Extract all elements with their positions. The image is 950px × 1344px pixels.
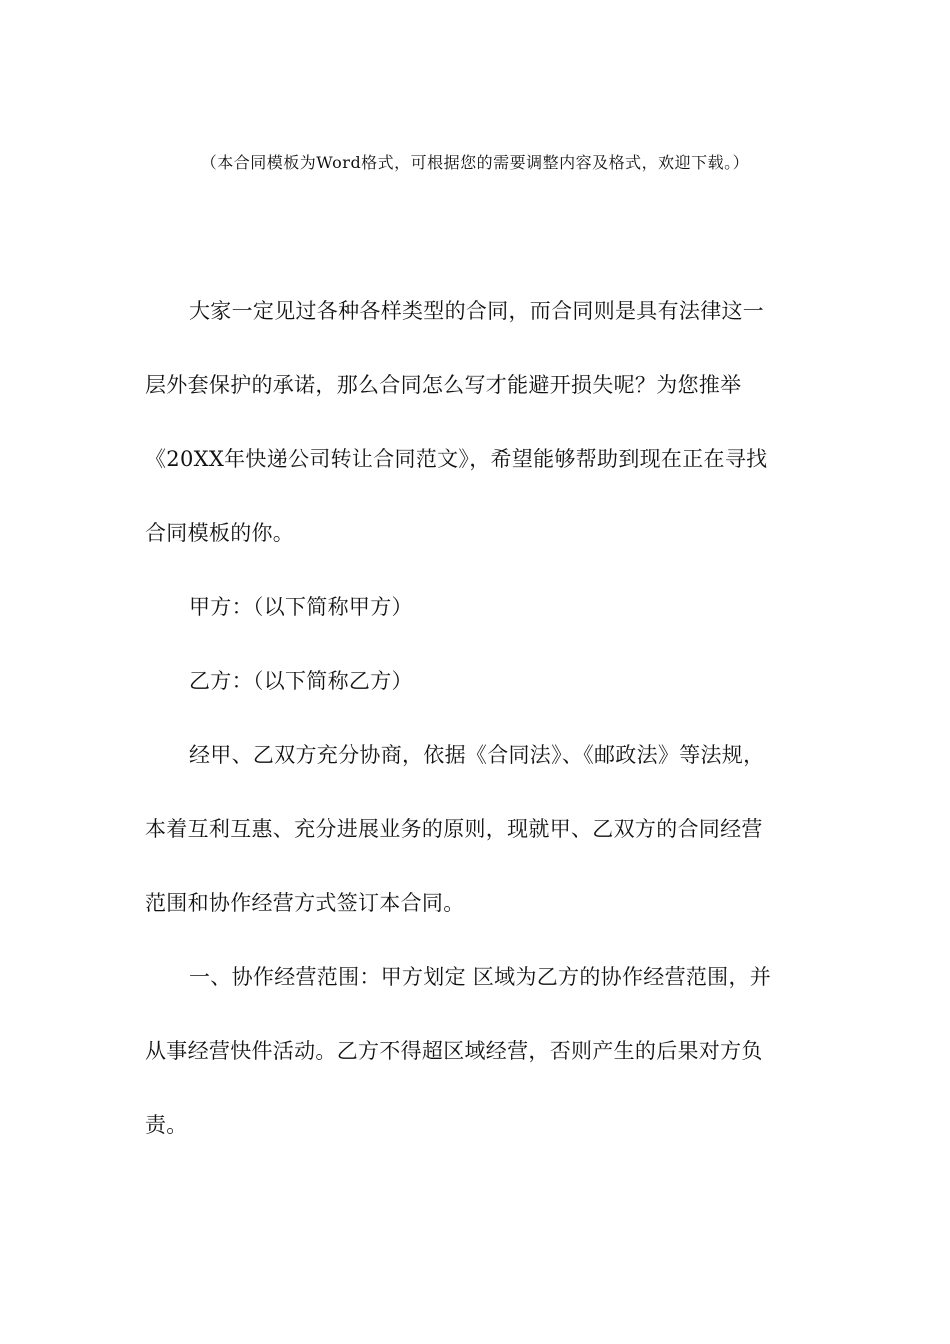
paragraph-agreement-line-2: 本着互利互惠、充分进展业务的原则，现就甲、乙双方的合同经营: [145, 817, 763, 841]
paragraph-agreement-line-3: 范围和协作经营方式签订本合同。: [145, 891, 465, 915]
party-b-line: 乙方：（以下简称乙方）: [189, 669, 413, 693]
paragraph-intro-line-3: 《20XX年快递公司转让合同范文》，希望能够帮助到现在正在寻找: [145, 447, 768, 471]
clause-one-line-1: 一、协作经营范围：甲方划定 区域为乙方的协作经营范围，并: [189, 965, 772, 989]
paragraph-intro-line-1: 大家一定见过各种各样类型的合同，而合同则是具有法律这一: [189, 299, 765, 323]
clause-one-line-2: 从事经营快件活动。乙方不得超区域经营，否则产生的后果对方负: [145, 1039, 763, 1063]
party-a-line: 甲方：（以下简称甲方）: [189, 595, 413, 619]
paragraph-intro-line-2: 层外套保护的承诺，那么合同怎么写才能避开损失呢？为您推举: [145, 373, 742, 397]
clause-one-line-3: 责。: [145, 1113, 188, 1137]
template-note: （本合同模板为Word格式，可根据您的需要调整内容及格式，欢迎下载。）: [200, 153, 750, 172]
paragraph-agreement-line-1: 经甲、乙双方充分协商，依据《合同法》、《邮政法》等法规，: [189, 743, 765, 767]
contract-body: [145, 274, 805, 1162]
paragraph-intro-line-4: 合同模板的你。: [145, 521, 295, 545]
